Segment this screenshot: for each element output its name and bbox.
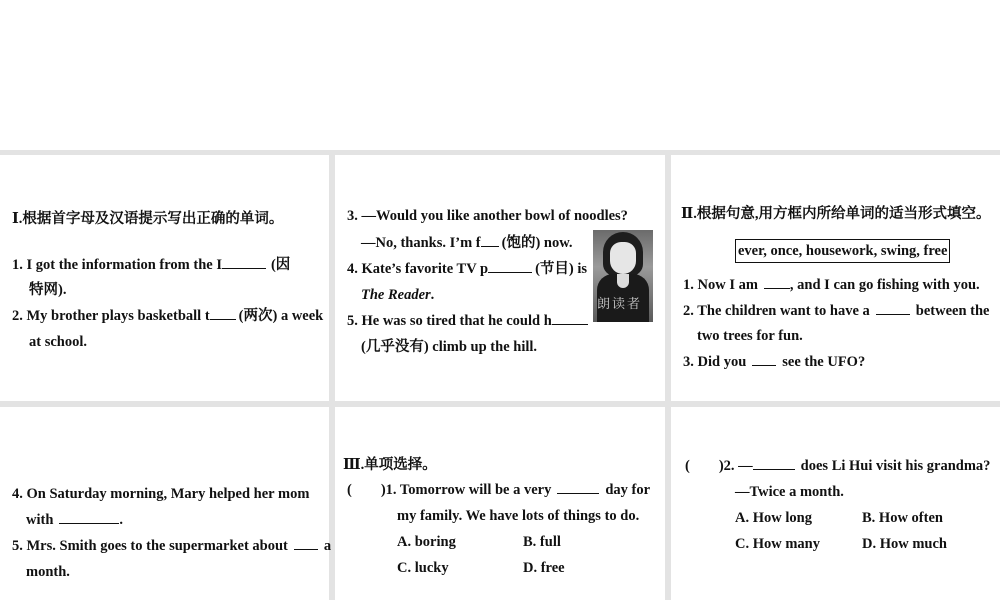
panel-section-1 [0, 155, 329, 401]
q5-text: 5. He was so tired that he could h [347, 313, 552, 329]
q2-answer-blank[interactable] [210, 304, 236, 320]
question-3-line-1: 3. —Would you like another bowl of noodles? [347, 208, 628, 224]
q3-text: —No, thanks. I’m f [361, 235, 481, 251]
q2-text: 2. The children want to have a [683, 303, 870, 319]
q1-text: 1. Now I am [683, 277, 758, 293]
q2-text-end: between the [915, 303, 990, 319]
question-4-line-2 [26, 507, 123, 533]
mc-question-2-line-2: —Twice a month. [735, 484, 844, 500]
q5-answer-blank[interactable] [294, 534, 318, 550]
question-5-line-1 [12, 533, 331, 559]
question-3-line [683, 349, 865, 375]
q3-answer-blank[interactable] [481, 231, 499, 247]
question-4-line-1 [347, 256, 587, 282]
panel-section-3 [335, 407, 665, 600]
answer-bracket[interactable]: ( ) [347, 482, 386, 498]
q1-answer-blank[interactable] [764, 273, 790, 289]
option-c[interactable]: C. lucky [397, 560, 449, 576]
worksheet-grid [0, 150, 1000, 600]
q1-answer-blank[interactable] [222, 253, 266, 269]
panel-section-2 [671, 155, 1000, 401]
question-1-line [683, 272, 980, 298]
option-d[interactable]: D. free [523, 560, 565, 576]
question-5-line-2: (几乎没有) climb up the hill. [361, 339, 538, 355]
section-1-heading: Ⅰ.根据首字母及汉语提示写出正确的单词。 [12, 211, 284, 227]
panel-section-1-continued [335, 155, 665, 401]
q2-text: 2. — [723, 458, 753, 474]
q4-text: 4. Kate’s favorite TV p [347, 261, 489, 277]
q1-text-end: day for [605, 482, 651, 498]
q4-hint: (节目) is [535, 261, 588, 277]
option-b[interactable]: B. full [523, 534, 561, 550]
option-d[interactable]: D. How much [862, 536, 947, 552]
q4-answer-blank[interactable] [59, 508, 119, 524]
photo-caption: 朗读者 [597, 297, 643, 312]
q1-answer-blank [557, 478, 599, 494]
q3-answer-blank[interactable] [752, 350, 776, 366]
question-4-line-2 [361, 282, 434, 308]
question-4-line-1: 4. On Saturday morning, Mary helped her mom [12, 486, 310, 502]
question-2-line-1 [12, 303, 323, 329]
mc-question-1-line-2: my family. We have lots of things to do. [397, 508, 640, 524]
section-3-heading: Ⅲ.单项选择。 [343, 457, 437, 473]
tv-host-photo [593, 230, 653, 322]
top-blank-area [0, 0, 1000, 150]
panel-section-2-continued [0, 407, 332, 600]
mc-question-2-line-1 [685, 453, 990, 479]
q1-text: 1. Tomorrow will be a very [385, 482, 552, 498]
answer-bracket[interactable]: ( ) [685, 458, 724, 474]
option-b[interactable]: B. How often [862, 510, 943, 526]
q3-text-end: see the UFO? [782, 354, 866, 370]
panel-section-3-continued [671, 407, 1000, 600]
q1-text: 1. I got the information from the I [12, 257, 222, 273]
q3-text: 3. Did you [683, 354, 747, 370]
q5-answer-blank[interactable] [552, 309, 588, 325]
option-a[interactable]: A. boring [397, 534, 456, 550]
q4-text: with [26, 512, 54, 528]
question-1-line-1 [12, 252, 290, 278]
q1-text-end: , and I can go fishing with you. [789, 277, 980, 293]
question-2-line-1 [683, 298, 989, 324]
question-5-line-1 [347, 308, 588, 334]
question-5-line-2: month. [26, 564, 70, 580]
question-2-line-2: at school. [29, 334, 87, 350]
tv-program-title: The Reader [361, 287, 431, 303]
question-2-line-2: two trees for fun. [697, 328, 803, 344]
q5-text: 5. Mrs. Smith goes to the supermarket about [12, 538, 288, 554]
word-box: ever, once, housework, swing, free [735, 239, 950, 263]
q2-text: 2. My brother plays basketball t [12, 308, 210, 324]
q2-answer-blank [753, 454, 795, 470]
option-c[interactable]: C. How many [735, 536, 820, 552]
q4-period: . [430, 287, 435, 303]
option-a[interactable]: A. How long [735, 510, 812, 526]
question-3-line-2 [361, 230, 573, 256]
q4-period: . [119, 512, 124, 528]
q2-hint: (两次) a week [238, 308, 324, 324]
q3-hint: (饱的) now. [501, 235, 573, 251]
q5-text-end: a [323, 538, 332, 554]
q4-answer-blank[interactable] [488, 257, 532, 273]
q1-hint: (因 [270, 257, 291, 273]
section-2-heading: Ⅱ.根据句意,用方框内所给单词的适当形式填空。 [681, 206, 991, 222]
question-1-line-2: 特网). [29, 282, 67, 298]
q2-text-end: does Li Hui visit his grandma? [800, 458, 991, 474]
q2-answer-blank[interactable] [876, 299, 910, 315]
mc-question-1-line-1 [347, 477, 650, 503]
